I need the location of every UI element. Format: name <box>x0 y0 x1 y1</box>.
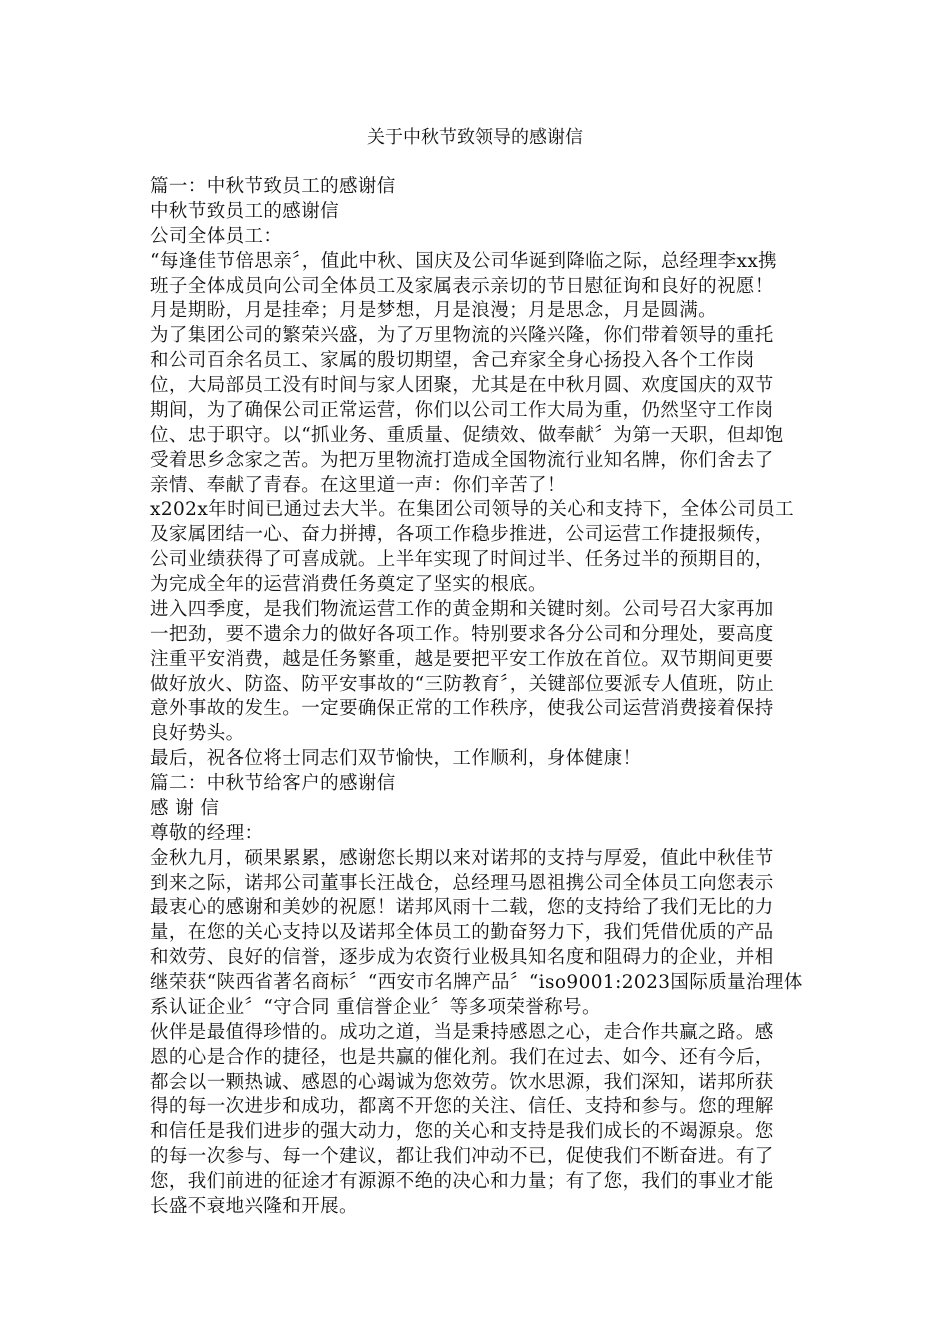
text-line: 公司全体员工： <box>150 225 283 247</box>
text-line: 都会以一颗热诚、感恩的心竭诚为您效劳。饮水思源，我们深知，诺邦所获 <box>150 1071 774 1093</box>
document-title: 关于中秋节致领导的感谢信 <box>367 127 583 148</box>
text-line: 的每一次参与、每一个建议，都让我们冲动不已，促使我们不断奋进。有了 <box>150 1146 774 1168</box>
text-line: 最后，祝各位将士同志们双节愉快，工作顺利，身体健康！ <box>150 748 642 770</box>
text-line: 篇二：中秋节给客户的感谢信 <box>150 773 396 794</box>
text-line: 中秋节致员工的感谢信 <box>150 200 340 222</box>
text-line: 期间，为了确保公司正常运营，你们以公司工作大局为重，仍然坚守工作岗 <box>150 399 774 421</box>
text-line: 您，我们前进的征途才有源源不绝的决心和力量；有了您，我们的事业才能 <box>150 1171 774 1192</box>
text-line: 为了集团公司的繁荣兴盛，为了万里物流的兴隆兴隆，你们带着领导的重托 <box>150 325 774 347</box>
text-line: 班子全体成员向公司全体员工及家属表示亲切的节日慰征询和良好的祝愿！ <box>150 275 774 297</box>
text-line: “每逢佳节倍思亲〞，值此中秋、国庆及公司华诞到降临之际，总经理李xx携 <box>150 250 778 272</box>
text-line: 和公司百余名员工、家属的殷切期望，舍己弃家全身心扬投入各个工作岗 <box>150 350 755 372</box>
text-line: 得的每一次进步和成功，都离不开您的关注、信任、支持和参与。您的理解 <box>150 1096 774 1118</box>
text-line: 到来之际，诺邦公司董事长汪战仓，总经理马恩祖携公司全体员工向您表示 <box>150 872 774 894</box>
text-line: 受着思乡念家之苦。为把万里物流打造成全国物流行业知名牌，你们舍去了 <box>150 449 774 471</box>
text-line: 为完成全年的运营消费任务奠定了坚实的根底。 <box>150 574 547 595</box>
text-line: 和效劳、良好的信誉，逐步成为农资行业极具知名度和阻碍力的企业，并相 <box>150 947 774 969</box>
text-line: 量，在您的关心支持以及诺邦全体员工的勤奋努力下，我们凭借优质的产品 <box>150 922 774 944</box>
text-line: 进入四季度，是我们物流运营工作的黄金期和关键时刻。公司号召大家再加 <box>150 598 774 620</box>
text-line: 位、忠于职守。以“抓业务、重质量、促绩效、做奉献〞为第一天职，但却饱 <box>150 424 784 446</box>
text-line: 篇一：中秋节致员工的感谢信 <box>150 176 396 197</box>
text-line: 做好放火、防盗、防平安事故的“三防教育〞，关键部位要派专人值班，防止 <box>150 673 775 695</box>
text-line: 位，大局部员工没有时间与家人团聚，尤其是在中秋月圆、欢度国庆的双节 <box>150 375 774 396</box>
text-line: 月是期盼，月是挂牵；月是梦想，月是浪漫；月是思念，月是圆满。 <box>150 300 718 322</box>
text-line: 和信任是我们进步的强大动力，您的关心和支持是我们成长的不竭源泉。您 <box>150 1121 774 1143</box>
text-line: 金秋九月，硕果累累，感谢您长期以来对诺邦的支持与厚爱，值此中秋佳节 <box>150 847 774 869</box>
document-body <box>150 175 810 1220</box>
text-line: 注重平安消费，越是任务繁重，越是要把平安工作放在首位。双节期间更要 <box>150 648 774 670</box>
text-line: 系认证企业〞“守合同 重信誉企业〞等多项荣誉称号。 <box>150 996 601 1018</box>
text-line: 一把劲，要不遗余力的做好各项工作。特别要求各分公司和分理处，要高度 <box>150 623 774 645</box>
text-line: 及家属团结一心、奋力拼搏，各项工作稳步推进，公司运营工作捷报频传， <box>150 524 774 546</box>
text-line: 长盛不衰地兴隆和开展。 <box>150 1195 358 1217</box>
text-line: x202x年时间已通过去大半。在集团公司领导的关心和支持下，全体公司员工 <box>150 499 795 521</box>
text-line: 伙伴是最值得珍惜的。成功之道，当是秉持感恩之心，走合作共赢之路。感 <box>150 1021 774 1043</box>
text-line: 意外事故的发生。一定要确保正常的工作秩序，使我公司运营消费接着保持 <box>150 698 774 720</box>
text-line: 亲情、奉献了青春。在这里道一声：你们辛苦了！ <box>150 474 566 496</box>
text-line: 公司业绩获得了可喜成就。上半年实现了时间过半、任务过半的预期目的， <box>150 549 774 571</box>
text-line: 良好势头。 <box>150 723 245 745</box>
text-line: 恩的心是合作的捷径，也是共赢的催化剂。我们在过去、如今、还有今后， <box>150 1046 774 1068</box>
text-line: 继荣获“陕西省著名商标〞“西安市名牌产品〞“iso9001:2023国际质量治理体 <box>150 972 803 993</box>
text-line: 尊敬的经理： <box>150 822 264 844</box>
text-line: 最衷心的感谢和美妙的祝愿！诺邦风雨十二载，您的支持给了我们无比的力 <box>150 897 774 919</box>
text-line: 感 谢 信 <box>150 797 220 819</box>
